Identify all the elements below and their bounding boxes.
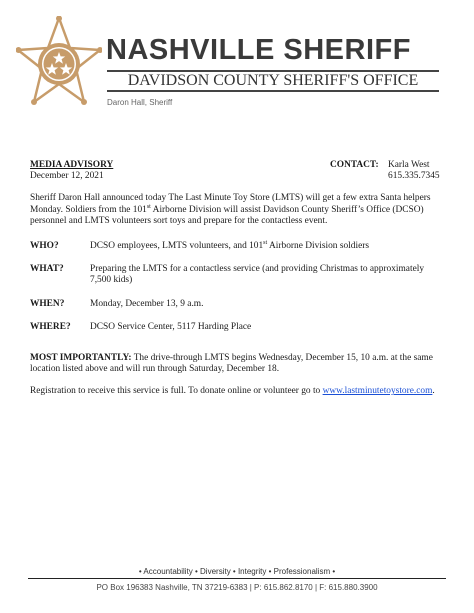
contact-name: Karla West (388, 160, 430, 170)
important-label: MOST IMPORTANTLY: (30, 353, 132, 364)
letterhead-subtitle: DAVIDSON COUNTY SHERIFF'S OFFICE (107, 70, 439, 92)
contact-label: CONTACT: (330, 160, 379, 170)
intro-paragraph (30, 193, 442, 227)
who-row (30, 241, 442, 252)
who-label: WHO? (30, 241, 59, 252)
who-text-2: Airborne Division soldiers (267, 241, 370, 252)
important-text: The drive-through LMTS begins Wednesday, December 15, 10 a.m. at the same location listed above and will run through Saturday, December 18. (30, 353, 433, 375)
where-row (30, 322, 442, 333)
intro-sup: st (146, 203, 151, 210)
contact-phone: 615.335.7345 (388, 171, 440, 182)
who-text-1: DCSO employees, LMTS volunteers, and 101 (90, 241, 264, 252)
registration-paragraph (30, 386, 442, 397)
footer-divider (28, 578, 446, 579)
media-advisory-label: MEDIA ADVISORY (30, 160, 114, 170)
donate-link[interactable]: www.lastminutetoystore.com (322, 386, 433, 397)
registration-after: . (432, 386, 435, 397)
registration-text: Registration to receive this service is full. To donate online or volunteer go to (30, 386, 323, 397)
advisory-header (30, 160, 442, 182)
document-body (30, 160, 442, 398)
important-paragraph (30, 353, 442, 375)
sheriff-name: Daron Hall, Sheriff (107, 98, 173, 107)
intro-text-1: Sheriff Daron Hall announced today The Last Minute Toy Store (LMTS) will get a few extra Santa helpers Monday. Soldiers from the 101 (30, 193, 431, 215)
what-text: Preparing the LMTS for a contactless service (and providing Christmas to approximately 7,500 kids) (90, 264, 425, 286)
contact-info (388, 160, 442, 182)
when-label: WHEN? (30, 298, 65, 309)
when-text: Monday, December 13, 9 a.m. (90, 298, 204, 309)
who-text (90, 241, 442, 252)
what-label: WHAT? (30, 264, 64, 275)
intro-text-2: Airborne Division will assist Davidson County Sheriff’s Office (DCSO) personnel and LMTS volunteers sort toys and prepare for the contactless event. (30, 204, 424, 226)
advisory-date: December 12, 2021 (30, 171, 104, 182)
footer-address: PO Box 196383 Nashville, TN 37219-6383 | P: 615.862.8170 | F: 615.880.3900 (96, 583, 378, 592)
when-row (30, 299, 442, 310)
advisory-left (30, 160, 113, 182)
core-values: • Accountability • Diversity • Integrity • Professionalism • (138, 567, 336, 576)
who-sup: st (263, 239, 268, 246)
what-row (30, 264, 442, 286)
where-label: WHERE? (30, 321, 71, 332)
letterhead-title: NASHVILLE SHERIFF (106, 34, 411, 66)
contact-block (330, 160, 442, 182)
badge-star-icon (16, 16, 102, 105)
sheriff-badge-logo (16, 16, 102, 108)
where-text: DCSO Service Center, 5117 Harding Place (90, 321, 252, 332)
